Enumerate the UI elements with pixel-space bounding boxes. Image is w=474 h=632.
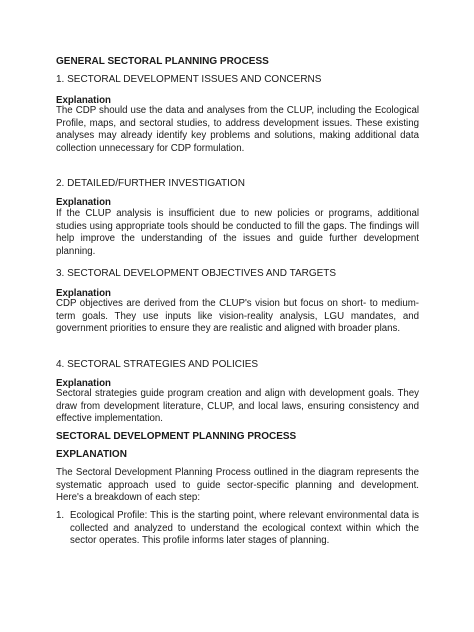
intro-paragraph: The Sectoral Development Planning Process outlined in the diagram represents the systematic approach used to guide sector-specific planning and development. Here's a breakdown of each step: (56, 467, 419, 504)
document-title: GENERAL SECTORAL PLANNING PROCESS (56, 56, 269, 67)
section-label: Explanation (56, 95, 111, 106)
section-heading: 2. DETAILED/FURTHER INVESTIGATION (56, 178, 245, 189)
section-paragraph: Sectoral strategies guide program creation and align with development goals. They draw from development literature, CLUP, and local laws, ensuring consistency and effective implementation. (56, 388, 419, 425)
section-label: Explanation (56, 288, 111, 299)
list-item-text: Ecological Profile: This is the starting point, where relevant environmental data is collected and analyzed to understand the ecological context within which the sector operates. This profile informs later stages of planning. (70, 510, 419, 547)
explanation-heading: EXPLANATION (56, 449, 127, 460)
section-heading: 3. SECTORAL DEVELOPMENT OBJECTIVES AND TARGETS (56, 268, 337, 279)
section-label: Explanation (56, 378, 111, 389)
section-heading: 1. SECTORAL DEVELOPMENT ISSUES AND CONCERNS (56, 74, 322, 85)
section-heading: 4. SECTORAL STRATEGIES AND POLICIES (56, 359, 259, 370)
list-number: 1. (56, 510, 65, 521)
section-subtitle: SECTORAL DEVELOPMENT PLANNING PROCESS (56, 431, 297, 442)
section-paragraph: CDP objectives are derived from the CLUP's vision but focus on short- to medium-term goals. They use inputs like vision-reality analysis, LGU mandates, and government priorities to ensure they are realistic and aligned with broader plans. (56, 298, 419, 335)
section-paragraph: The CDP should use the data and analyses from the CLUP, including the Ecological Profile, maps, and sectoral studies, to address development issues. These existing analyses may already identify key problems and solutions, making additional data collection unnecessary for CDP formulation. (56, 105, 419, 154)
section-label: Explanation (56, 197, 111, 208)
section-paragraph: If the CLUP analysis is insufficient due to new policies or programs, additional studies using appropriate tools should be conducted to fill the gaps. The findings will help improve the understanding of the issues and guide further development planning. (56, 208, 419, 257)
